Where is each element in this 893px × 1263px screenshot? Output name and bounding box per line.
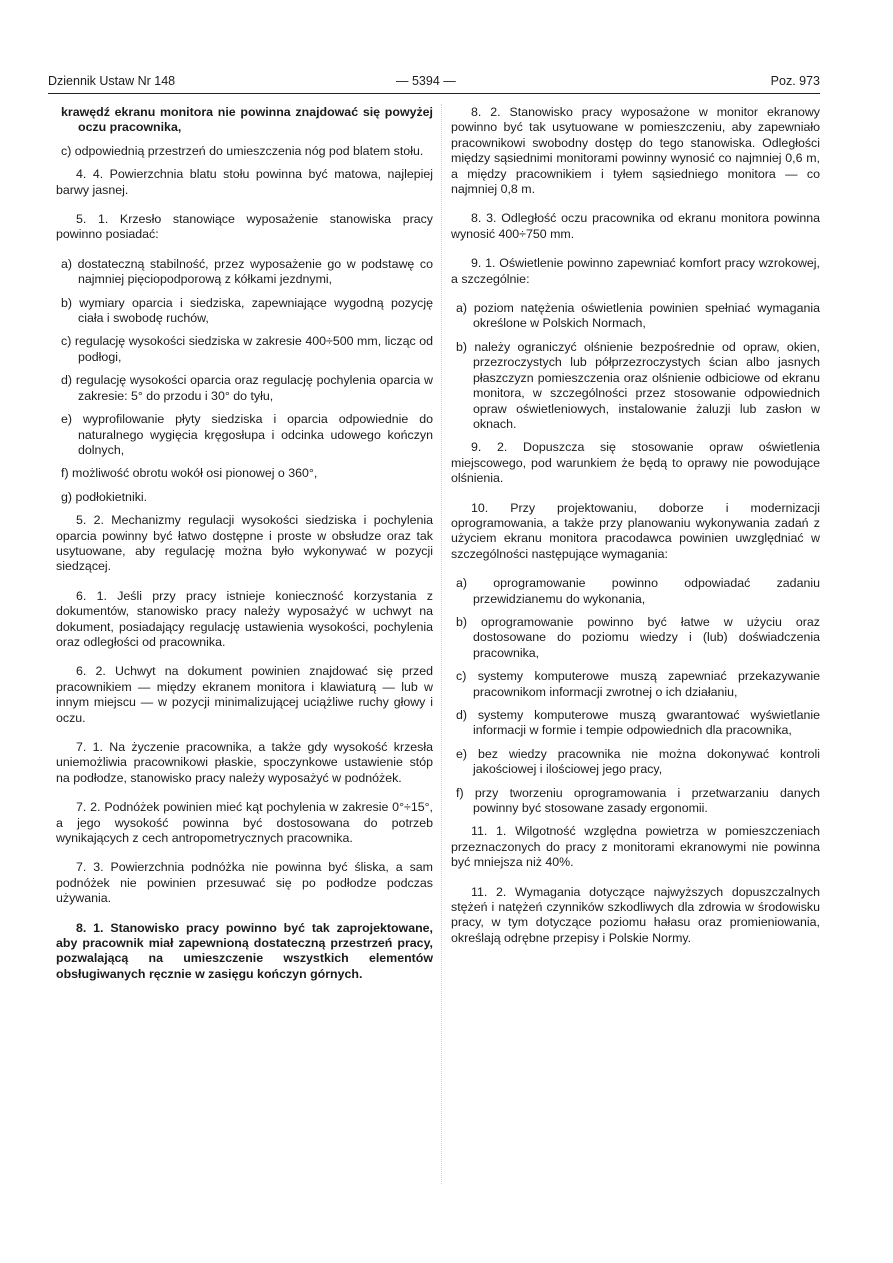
paragraph: 10. Przy projektowaniu, doborze i modernizacji oprogramowania, a także przy planowaniu wykonywania zadań z użyciem ekranu monitora pracodawca powinien uwzględniać w szczególności następujące wymagania: [451, 500, 820, 561]
paragraph: 7. 3. Powierzchnia podnóżka nie powinna być śliska, a sam podnóżek nie powinien przesuwać się po podłodze podczas używania. [56, 860, 433, 906]
left-column [56, 105, 433, 996]
header-rule [48, 93, 820, 94]
paragraph: 6. 2. Uchwyt na dokument powinien znajdować się przed pracownikiem — między ekranem monitora i klawiaturą — lub w innym miejscu — w pozycji minimalizującej uciążliwe ruchy głowy i oczu. [56, 664, 433, 725]
list-item: f) przy tworzeniu oprogramowania i przetwarzaniu danych powinny być stosowane zasady ergonomii. [456, 785, 820, 816]
list-item: c) systemy komputerowe muszą zapewniać przekazywanie pracownikom informacji zwrotnej o ich działaniu, [456, 669, 820, 699]
journal-title: Dziennik Ustaw Nr 148 [48, 74, 176, 88]
list-item: a) poziom natężenia oświetlenia powinien spełniać wymagania określone w Polskich Normach, [456, 301, 820, 331]
paragraph: 9. 2. Dopuszcza się stosowanie opraw oświetlenia miejscowego, pod warunkiem że będą to oprawy nie powodujące olśnienia. [451, 440, 820, 486]
list-item: krawędź ekranu monitora nie powinna znajdować się powyżej oczu pracownika, [61, 105, 433, 135]
right-column [451, 105, 820, 960]
position-number: Poz. 973 [770, 74, 820, 88]
list-item: e) bez wiedzy pracownika nie można dokonywać kontroli jakościowej i ilościowej jego pracy, [456, 746, 820, 777]
list-item: a) oprogramowanie powinno odpowiadać zadaniu przewidzianemu do wykonania, [456, 576, 820, 606]
paragraph: 11. 2. Wymagania dotyczące najwyższych dopuszczalnych stężeń i natężeń czynników szkodliwych dla zdrowia w środowisku pracy, w tym dotyczące poziomu hałasu oraz promieniowania, określają odrębne przepisy i Polskie Normy. [451, 884, 820, 945]
paragraph: 6. 1. Jeśli przy pracy istnieje konieczność korzystania z dokumentów, stanowisko pracy należy wyposażyć w uchwyt na dokument, posiadający regulację ustawienia wysokości, pochylenia oraz odległości od pracownika. [56, 588, 433, 649]
list-item: d) systemy komputerowe muszą gwarantować wyświetlanie informacji w formie i tempie odpowiednich dla pracownika, [456, 708, 820, 738]
list-item: c) odpowiednią przestrzeń do umieszczenia nóg pod blatem stołu. [61, 143, 424, 158]
list-item: f) możliwość obrotu wokół osi pionowej o 360°, [61, 466, 318, 481]
paragraph: 8. 3. Odległość oczu pracownika od ekranu monitora powinna wynosić 400÷750 mm. [451, 211, 820, 241]
list-item: c) regulację wysokości siedziska w zakresie 400÷500 mm, licząc od podłogi, [61, 334, 433, 364]
list-item: b) oprogramowanie powinno być łatwe w użyciu oraz dostosowane do poziomu wiedzy i (lub) doświadczenia pracownika, [456, 614, 820, 660]
page-number: — 5394 — [396, 74, 456, 88]
paragraph: 7. 2. Podnóżek powinien mieć kąt pochylenia w zakresie 0°÷15°, a jego wysokość powinna być dostosowana do potrzeb wynikających z cech antropometrycznych pracownika. [56, 800, 433, 846]
paragraph: 5. 1. Krzesło stanowiące wyposażenie stanowiska pracy powinno posiadać: [56, 212, 433, 242]
list-item: a) dostateczną stabilność, przez wyposażenie go w podstawę co najmniej pięciopodporową z kółkami jezdnymi, [61, 256, 433, 287]
paragraph: 4. 4. Powierzchnia blatu stołu powinna być matowa, najlepiej barwy jasnej. [56, 167, 433, 197]
paragraph: 5. 2. Mechanizmy regulacji wysokości siedziska i pochylenia oparcia powinny być łatwo dostępne i proste w obsłudze oraz tak usytuowane, aby regulację można było wykonywać w pozycji siedzącej. [56, 513, 433, 574]
list-item: b) wymiary oparcia i siedziska, zapewniające wygodną pozycję ciała i swobodę ruchów, [61, 295, 433, 326]
list-item: d) regulację wysokości oparcia oraz regulację pochylenia oparcia w zakresie: 5° do przodu i 30° do tyłu, [61, 373, 433, 403]
list-item: b) należy ograniczyć olśnienie bezpośrednie od opraw, okien, przezroczystych lub półprzezroczystych ścian albo jasnych płaszczyzn pomieszczenia oraz olśnienie odbiciowe od ekranu monitora, w szczególności przez stosowanie odpowiednich opraw oświetleniowych, instalowanie żaluzji lub zasłon w oknach. [456, 339, 820, 431]
paragraph: 8. 2. Stanowisko pracy wyposażone w monitor ekranowy powinno być tak usytuowane w pomieszczeniu, aby zapewniało pracownikowi swobodny dostęp do tego stanowiska. Odległości między sąsiednimi monitorami powinny wynosić co najmniej 0,6 m, a między pracownikiem i tyłem sąsiedniego monitora — co najmniej 0,8 m. [451, 105, 820, 197]
paragraph: 7. 1. Na życzenie pracownika, a także gdy wysokość krzesła uniemożliwia pracownikowi płaskie, spoczynkowe ustawienie stóp na podłodze, stanowisko pracy należy wyposażyć w podnóżek. [56, 740, 433, 785]
paragraph: 11. 1. Wilgotność względna powietrza w pomieszczeniach przeznaczonych do pracy z monitorami ekranowymi nie powinna być mniejsza niż 40%. [451, 824, 820, 870]
paragraph: 9. 1. Oświetlenie powinno zapewniać komfort pracy wzrokowej, a szczególnie: [451, 256, 820, 286]
page-header [48, 74, 820, 94]
paragraph: 8. 1. Stanowisko pracy powinno być tak zaprojektowane, aby pracownik miał zapewnioną dostateczną przestrzeń pracy, pozwalającą na umieszczenie wszystkich elementów obsługiwanych ręcznie w zasięgu kończyn górnych. [56, 920, 433, 981]
list-item: g) podłokietniki. [61, 489, 148, 504]
column-divider [441, 104, 442, 1184]
list-item: e) wyprofilowanie płyty siedziska i oparcia odpowiednie do naturalnego wygięcia kręgosłupa i odcinka udowego kończyn dolnych, [61, 412, 433, 457]
